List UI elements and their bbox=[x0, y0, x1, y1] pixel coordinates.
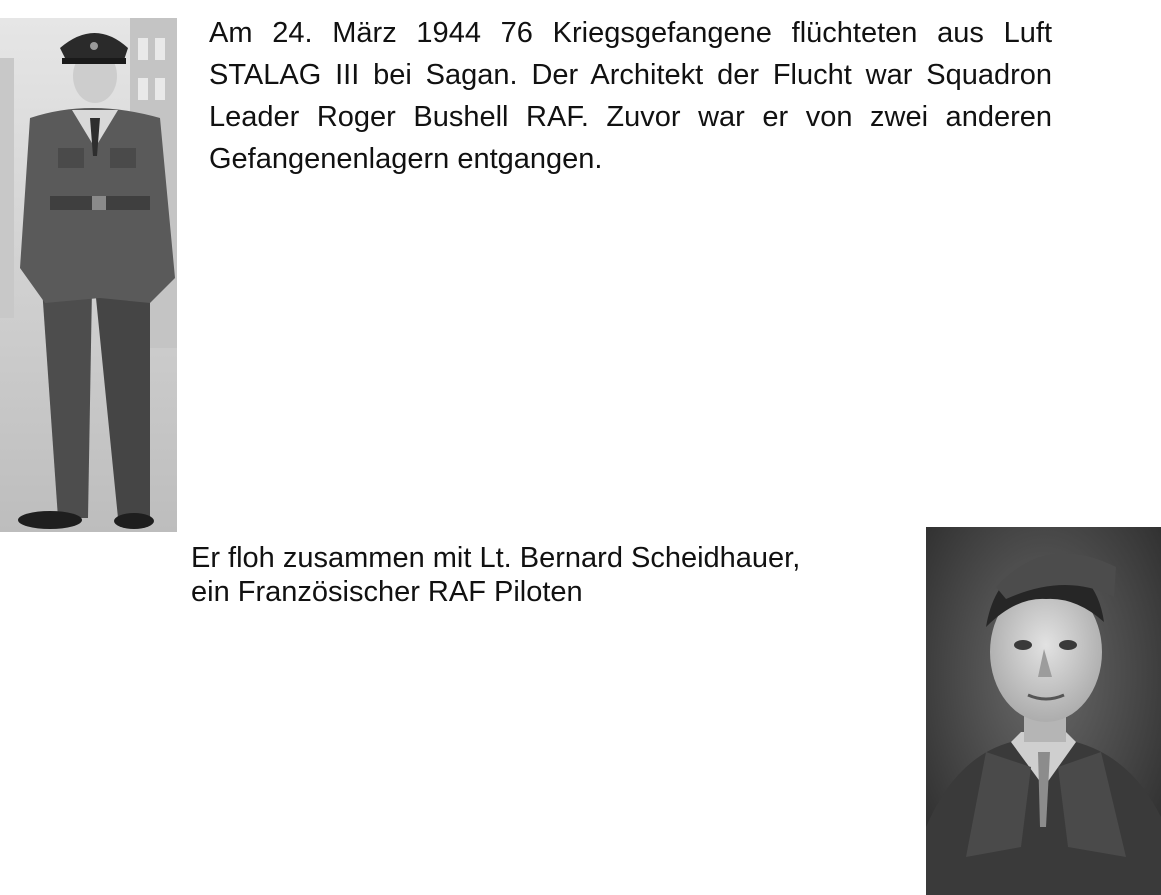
paragraph-line-1: Er floh zusammen mit Lt. Bernard Scheidhauer, bbox=[191, 542, 801, 574]
paragraph-line-2: ein Französischer RAF Piloten bbox=[191, 576, 583, 608]
photo-roger-bushell bbox=[0, 18, 177, 532]
standing-officer-photo-icon bbox=[0, 18, 177, 532]
photo-bernard-scheidhauer bbox=[926, 527, 1161, 895]
paragraph-escape-intro: Am 24. März 1944 76 Kriegsgefangene flüchteten aus Luft STALAG III bei Sagan. Der Architekt der Flucht war Squadron Leader Roger Bushell RAF. Zuvor war er von zwei anderen Gefangenenlagern entgangen. bbox=[209, 17, 1052, 175]
portrait-photo-icon bbox=[926, 527, 1161, 895]
paragraph-escape-companion bbox=[191, 541, 891, 609]
